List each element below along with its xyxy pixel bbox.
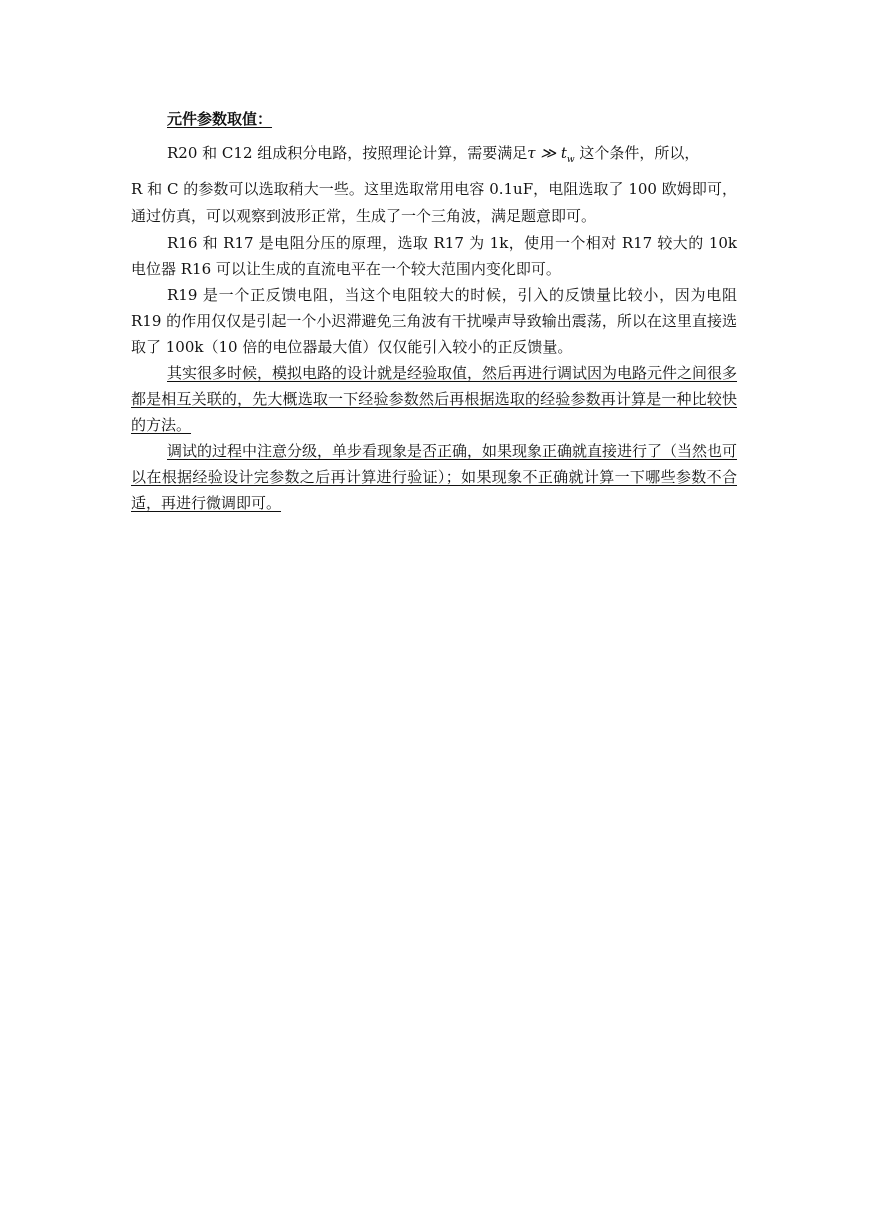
paragraph-experience: 其实很多时候，模拟电路的设计就是经验取值，然后再进行调试因为电路元件之间很多都是相互关联的，先大概选取一下经验参数然后再根据选取的经验参数再计算是一种比较快的方法。 bbox=[131, 364, 738, 434]
section-heading: 元件参数取值： bbox=[167, 110, 273, 128]
paragraph-integrator: R20 和 C12 组成积分电路，按照理论计算，需要满足τ ≫ $t_w$ 这个条件，所以， bbox=[167, 144, 700, 165]
paragraph-feedback: R19 是一个正反馈电阻，当这个电阻较大的时候，引入的反馈量比较小，因为电阻 R19 的作用仅仅是引起一个小迟滞避免三角波有干扰噪声导致输出震荡，所以在这里直接选取了 100k（10 倍的电位器最大值）仅仅能引入较小的正反馈量。 bbox=[131, 286, 737, 356]
math-formula: τ ≫ $t_w$ bbox=[527, 144, 575, 165]
paragraph-integrator-cont: R 和 C 的参数可以选取稍大一些。这里选取常用电容 0.1uF，电阻选取了 100 欧姆即可，通过仿真，可以观察到波形正常，生成了一个三角波，满足题意即可。 bbox=[131, 180, 737, 225]
document-page bbox=[131, 106, 737, 516]
paragraph-divider: R16 和 R17 是电阻分压的原理，选取 R17 为 1k，使用一个相对 R17 较大的 10k 电位器 R16 可以让生成的直流电平在一个较大范围内变化即可。 bbox=[131, 234, 737, 278]
paragraph-debugging: 调试的过程中注意分级，单步看现象是否正确，如果现象正确就直接进行了（当然也可以在根据经验设计完参数之后再计算进行验证）；如果现象不正确就计算一下哪些参数不合适，再进行微调即可。 bbox=[131, 442, 738, 512]
